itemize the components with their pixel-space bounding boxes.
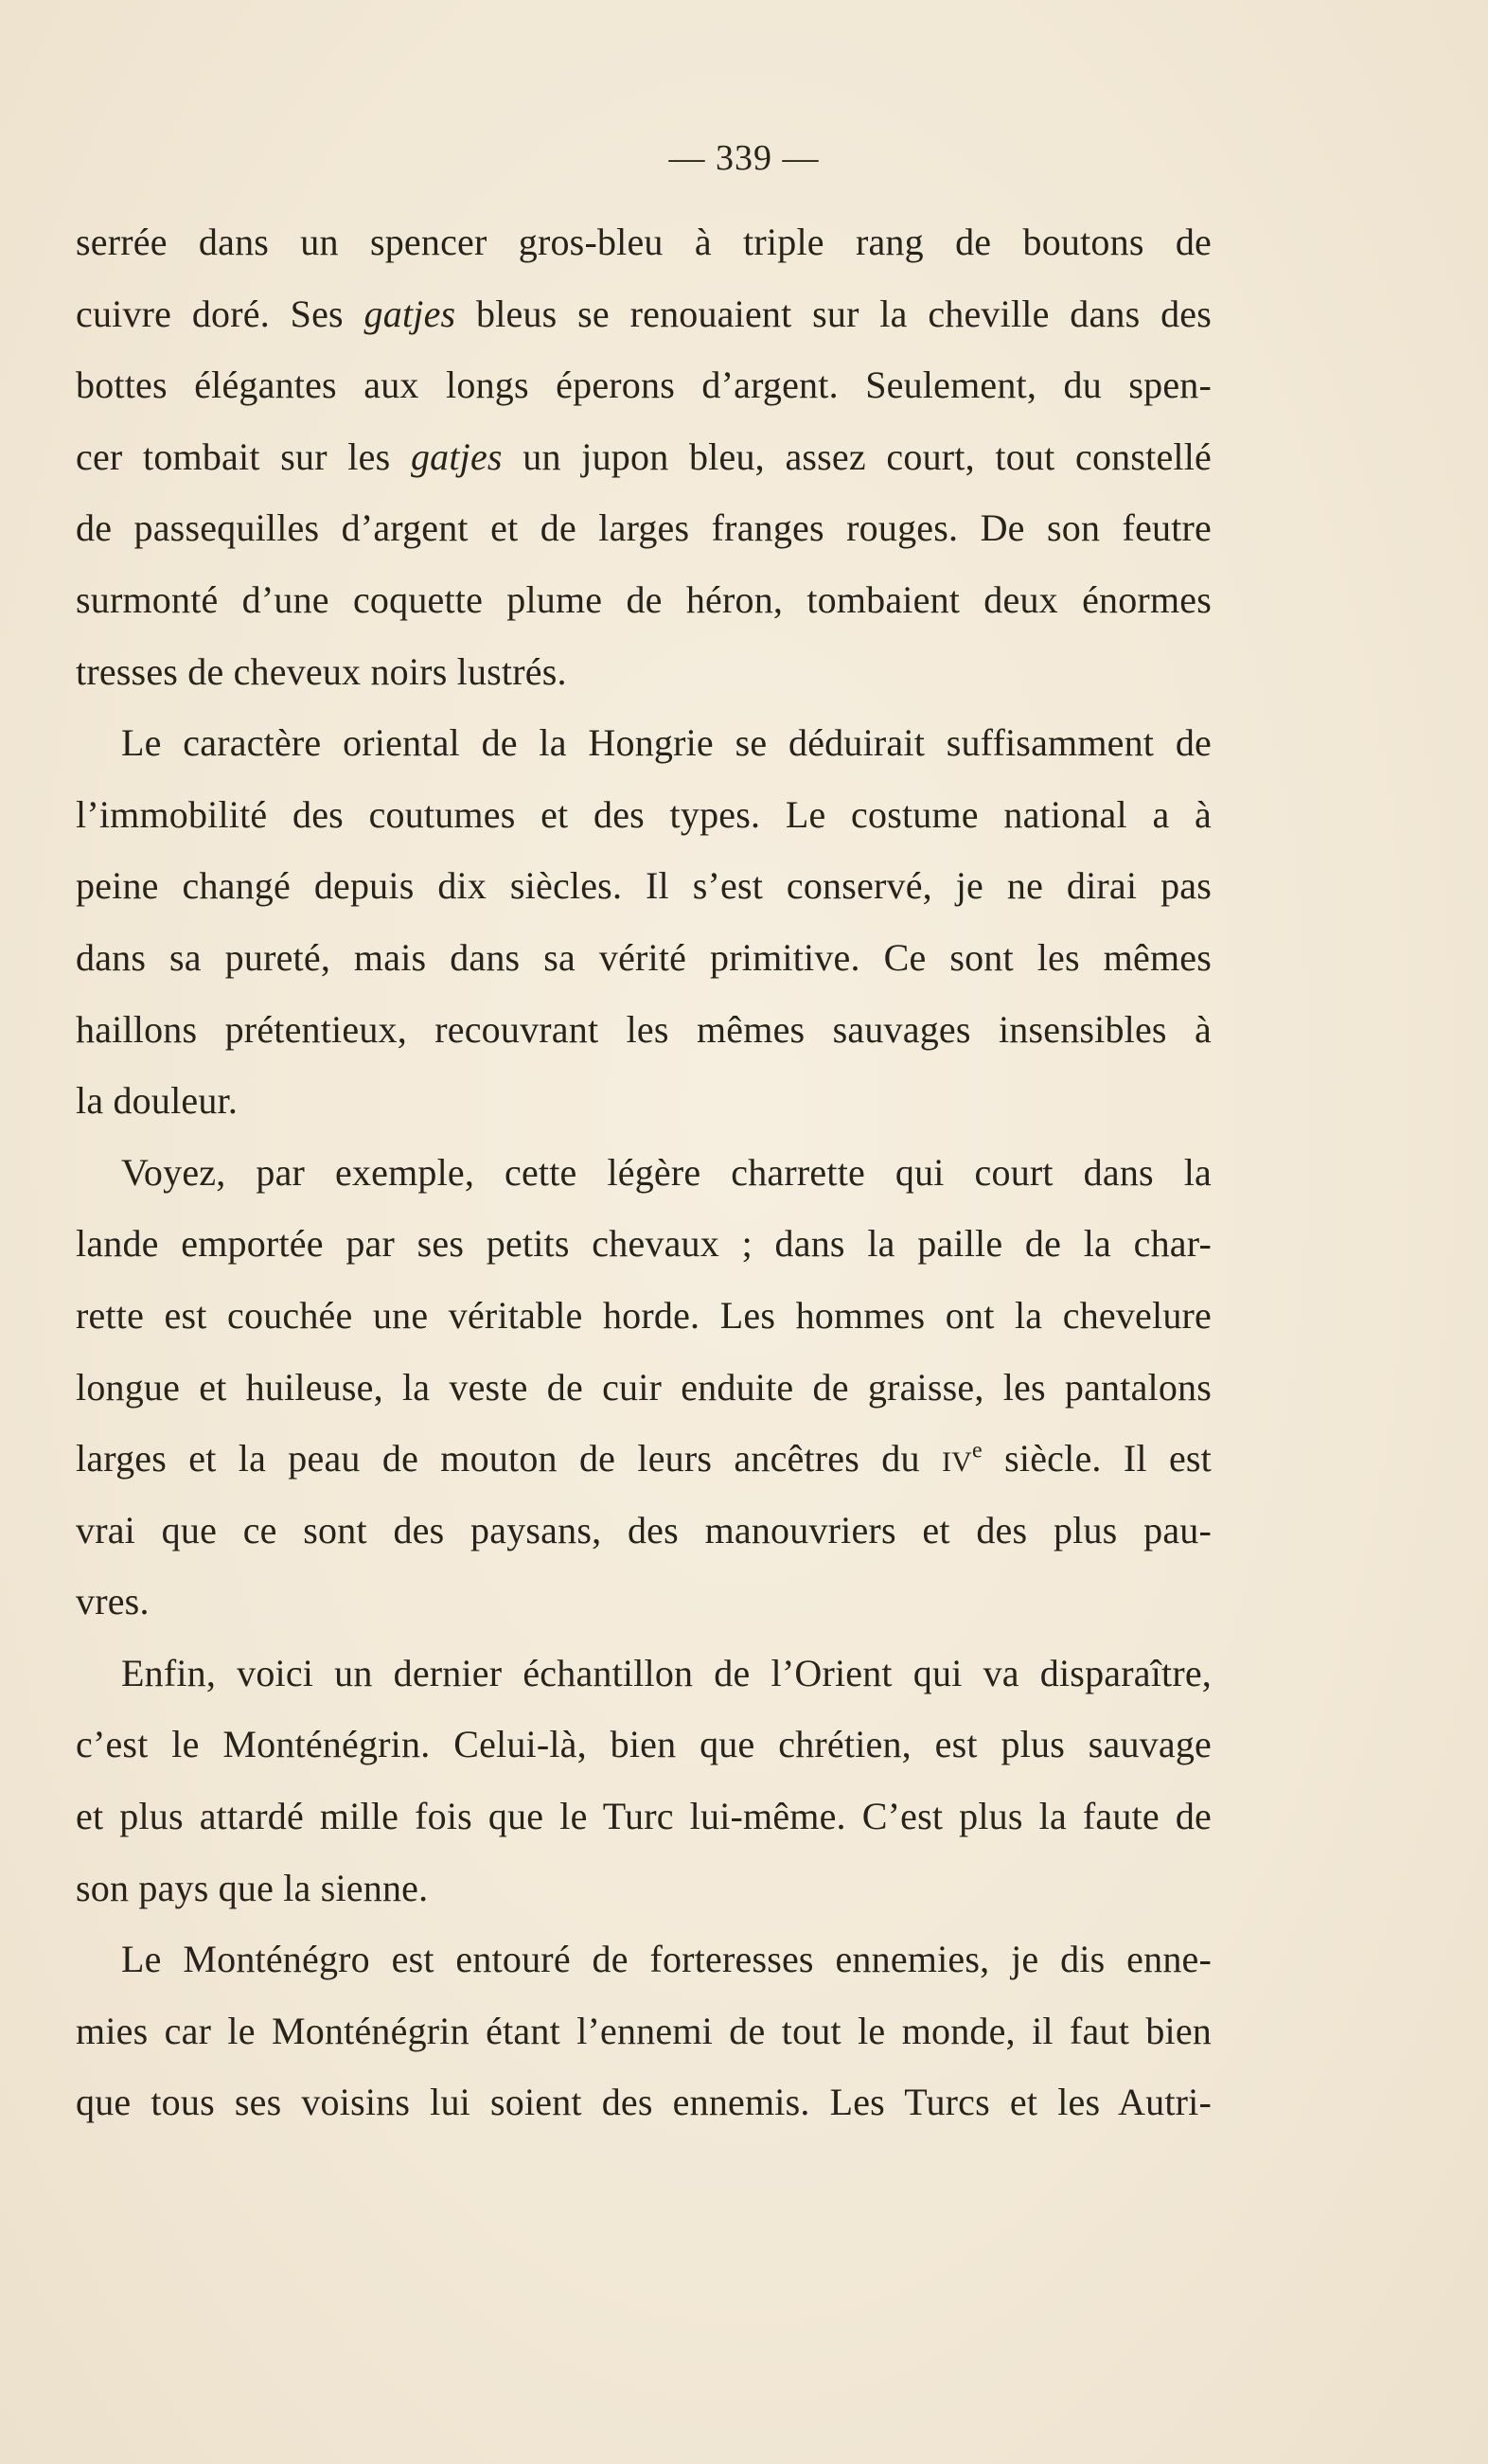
- text-line: son pays que la sienne.: [76, 1866, 429, 1909]
- text-line: vres.: [76, 1580, 150, 1623]
- text-line: que tous ses voisins lui soient des ennemis. Les Turcs et les Autri-: [76, 2081, 1212, 2124]
- text-line: tresses de cheveux noirs lustrés.: [76, 649, 567, 693]
- text-line: la douleur.: [76, 1079, 239, 1123]
- text-line: [76, 1423, 1212, 1495]
- text-segment: larges et la peau de mouton de leurs ancêtres du: [76, 1437, 942, 1480]
- text-line: bottes élégantes aux longs éperons d’argent. Seulement, du spen-: [76, 363, 1212, 407]
- text-line: rette est couchée une véritable horde. Les hommes ont la chevelure: [76, 1293, 1212, 1337]
- text-line: lande emportée par ses petits chevaux ; dans la paille de la char-: [76, 1222, 1212, 1266]
- text-line: vrai que ce sont des paysans, des manouvriers et des plus pau-: [76, 1508, 1212, 1551]
- text-segment: cer tombait sur les: [76, 434, 411, 478]
- text-line: Voyez, par exemple, cette légère charrette qui court dans la: [121, 1150, 1212, 1194]
- page-number: — 339 —: [668, 138, 820, 178]
- text-line: dans sa pureté, mais dans sa vérité primitive. Ce sont les mêmes: [76, 935, 1212, 979]
- text-line: haillons prétentieux, recouvrant les mêmes sauvages insensibles à: [76, 1007, 1212, 1051]
- roman-numeral: IV: [941, 1446, 973, 1479]
- superscript: e: [972, 1438, 983, 1463]
- italic-word: gatjes: [363, 292, 456, 335]
- text-line: [76, 421, 1212, 493]
- text-line: c’est le Monténégrin. Celui-là, bien que chrétien, est plus sauvage: [76, 1723, 1212, 1766]
- text-line: longue et huileuse, la veste de cuir enduite de graisse, les pantalons: [76, 1365, 1212, 1409]
- text-segment: un jupon bleu, assez court, tout constellé: [502, 434, 1212, 478]
- text-line: surmonté d’une coquette plume de héron, tombaient deux énormes: [76, 577, 1212, 621]
- text-line: de passequilles d’argent et de larges franges rouges. De son feutre: [76, 506, 1212, 550]
- text-line: l’immobilité des coutumes et des types. Le costume national a à: [76, 792, 1212, 836]
- text-segment: siècle. Il est: [982, 1437, 1212, 1480]
- text-line: et plus attardé mille fois que le Turc lui-même. C’est plus la faute de: [76, 1795, 1212, 1838]
- text-line: Le Monténégro est entouré de forteresses ennemies, je dis enne-: [121, 1938, 1212, 1981]
- text-line: mies car le Monténégrin étant l’ennemi de tout le monde, il faut bien: [76, 2009, 1212, 2052]
- body-text: [76, 206, 1212, 2138]
- text-line: [76, 278, 1212, 350]
- italic-word: gatjes: [410, 434, 503, 478]
- text-line: peine changé depuis dix siècles. Il s’est conservé, je ne dirai pas: [76, 864, 1212, 908]
- text-line: Enfin, voici un dernier échantillon de l’Orient qui va disparaître,: [121, 1651, 1212, 1694]
- text-line: serrée dans un spencer gros-bleu à triple rang de boutons de: [76, 221, 1212, 263]
- text-segment: bleus se renouaient sur la cheville dans des: [455, 292, 1213, 335]
- text-segment: cuivre doré. Ses: [76, 292, 364, 335]
- text-line: Le caractère oriental de la Hongrie se déduirait suffisamment de: [121, 721, 1212, 765]
